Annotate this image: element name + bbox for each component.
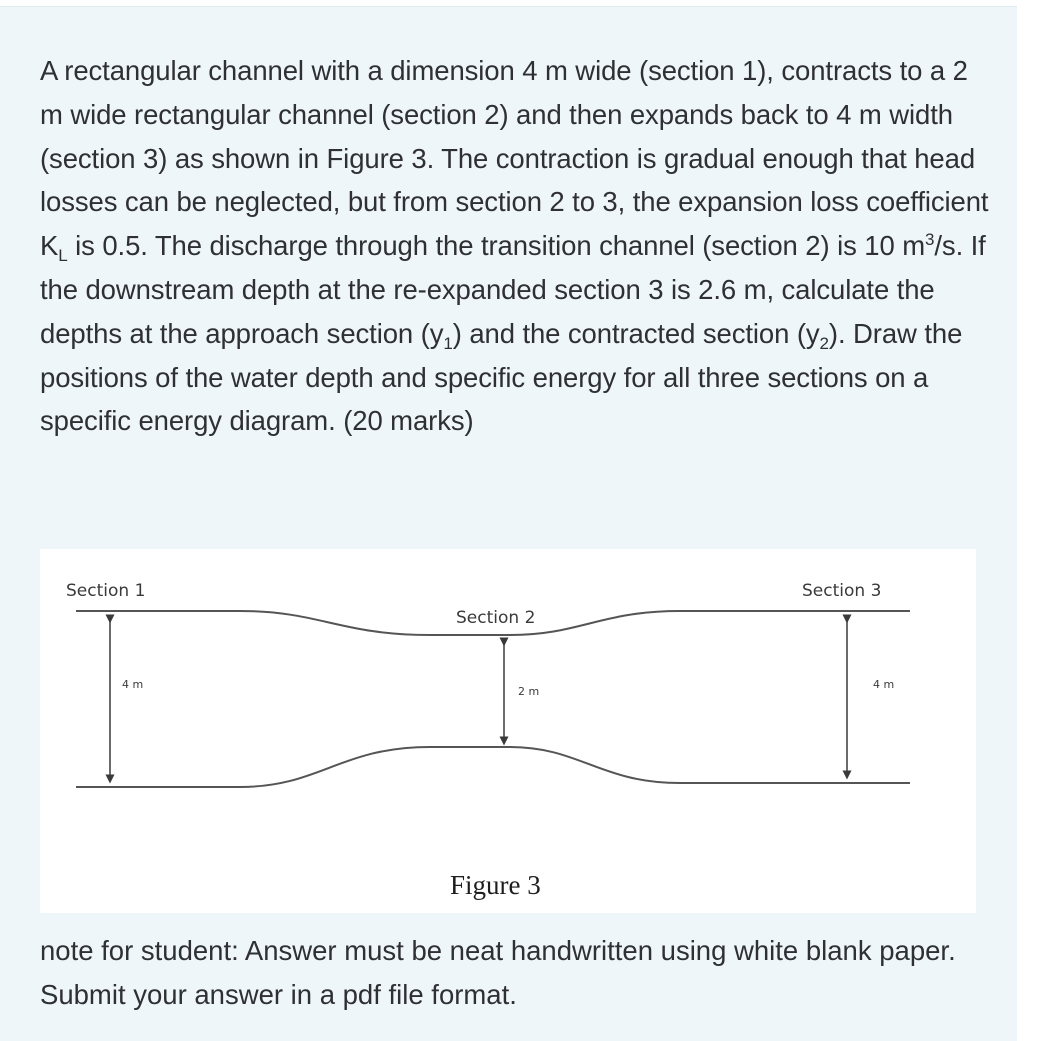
section-2-label: Section 2 <box>456 608 536 628</box>
channel-diagram <box>40 549 976 913</box>
section-1-label: Section 1 <box>66 581 146 601</box>
question-text: A rectangular channel with a dimension 4 m wide (section 1), contracts to a 2 m wide rectangular channel (section 2) and then expands back to 4 m width (section 3) as shown in Figure 3. The contraction is gradual enough that head losses can be neglected, but from section 2 to 3, the expansion loss coefficient $K_L$ is 0.5. The discharge through the transition channel (section 2) is 10 $m^3/s$. If the downstream depth at the re-expanded section 3 is 2.6 m, calculate the depths at the approach section $(y_1)$ and the contracted section $(y_2)$. Draw the positions of the water depth and specific energy for all three sections on a specific energy diagram. (20 marks) <box>40 55 989 437</box>
student-note: note for student: Answer must be neat handwritten using white blank paper. Submit your answer in a pdf file format. <box>40 935 956 1010</box>
section-3-label: Section 3 <box>802 581 882 601</box>
figure-3-panel <box>40 549 976 913</box>
channel-bottom-wall <box>76 747 910 787</box>
width-2-label: 2 m <box>518 685 540 698</box>
question-card <box>0 6 1017 1041</box>
width-3-label: 4 m <box>873 678 895 691</box>
figure-caption: Figure 3 <box>450 870 541 900</box>
width-1-label: 4 m <box>122 678 144 691</box>
